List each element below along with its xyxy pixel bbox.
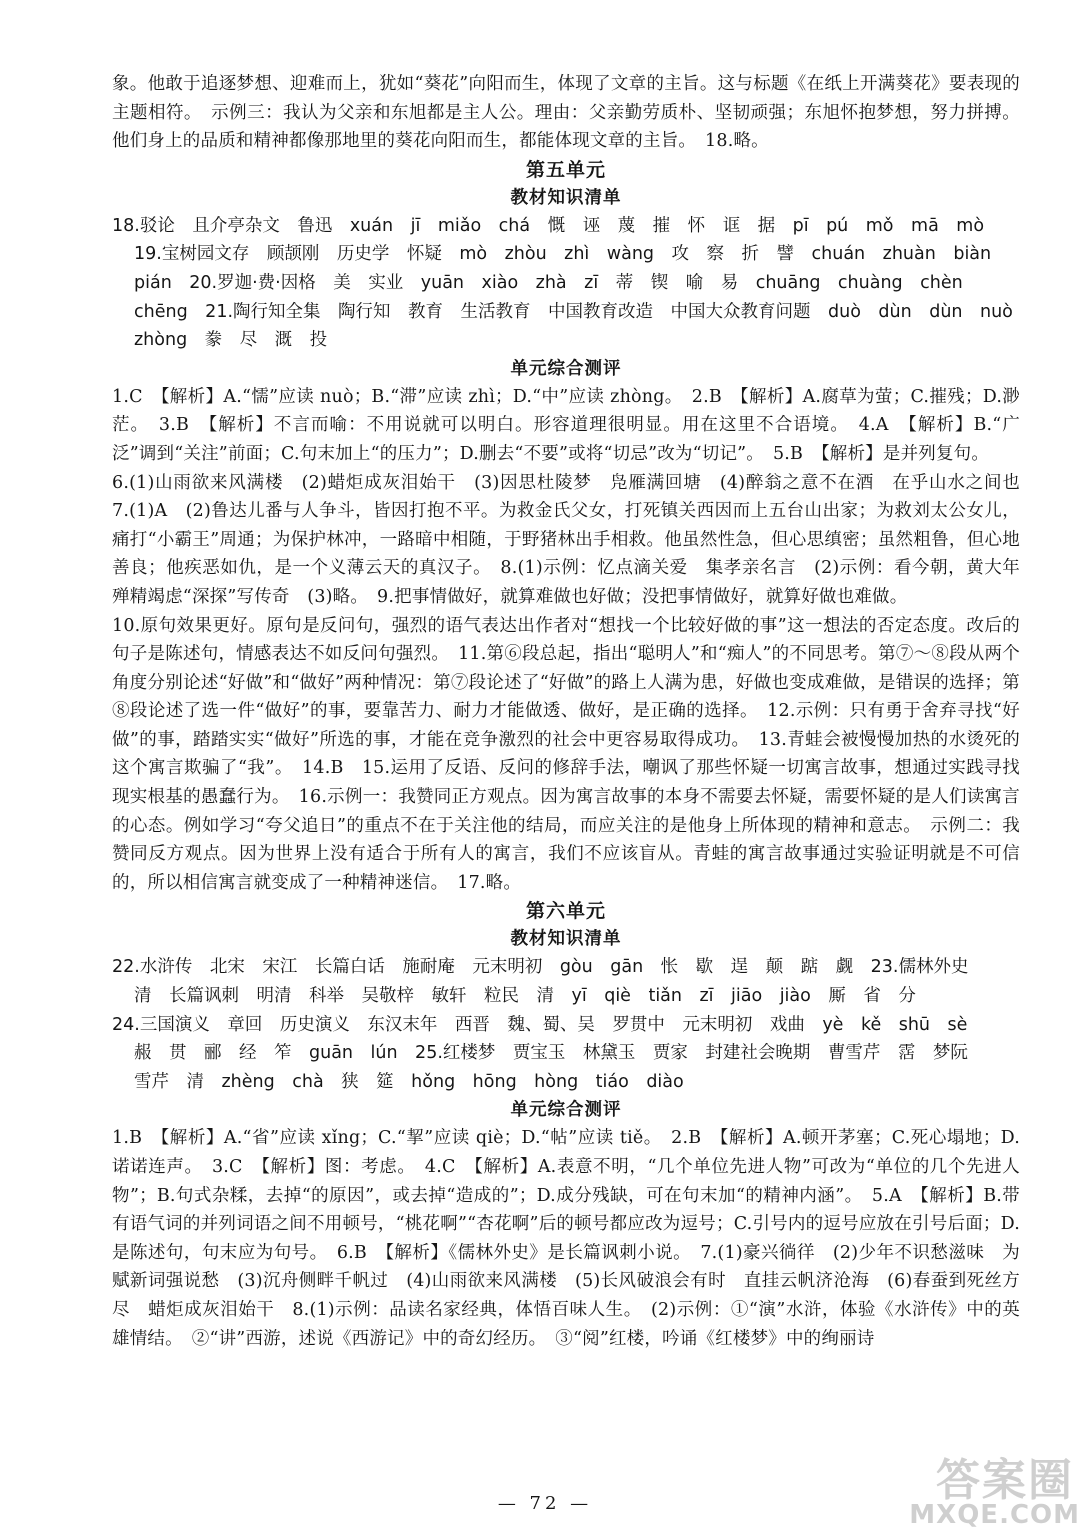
unit5-vocab-line: pián 20.罗迦·费·因格 美 实业 yuān xiào zhà zī 蒂 锲 喻 易 chuāng chuàng chèn	[134, 272, 963, 293]
page-number: — 72 —	[497, 1493, 593, 1514]
unit5-vocab-line: zhòng 豢 尽 溉 投	[134, 330, 328, 351]
unit6-test-answers: 1.B 【解析】A.“省”应读 xǐng；C.“挈”应读 qiè；D.“帖”应读 tiě。 2.B 【解析】A.顿开茅塞；C.死心塌地；D.诺诺连声。 3.C 【解析】图：考虑。 4.C 【解析】A.表意不明，“几个单位先进人物”可改为“单位的几个先进人物”；B.句式杂糅，去掉“的原因”，或去掉“造成的”；D.成分残缺，可在句末加“的精神内涵”。 5.A 【解析】B.带有语气词的并列词语之间不用顿号，“桃花啊”“杏花啊”后的顿号都应改为逗号；C.引号内的逗号应放在引号后面；D.是陈述句，句末应为句号。 6.B 【解析】《儒林外史》是长篇讽刺小说。 7.(1)豪兴徜徉 (2)少年不识愁滋味 为赋新词强说愁 (3)沉舟侧畔千帆过 (4)山雨欲来风满楼 (5)长风破浪会有时 直挂云帆济沧海 (6)春蚕到死丝方尽 蜡炬成灰泪始干 8.(1)示例：品读名家经典，体悟百味人生。 (2)示例：①“演”水浒，体验《水浒传》中的英雄情结。 ②“讲”西游，述说《西游记》中的奇幻经历。 ③“阅”红楼，吟诵《红楼梦》中的绚丽诗	[112, 1128, 1020, 1349]
unit6-vocab-line: 清 长篇讽刺 明清 科举 吴敬梓 敏轩 粒民 清 yī qiè tiǎn zī jiāo jiào 厮 省 分	[134, 986, 916, 1007]
intro-paragraph: 象。他敢于追逐梦想、迎难而上，犹如“葵花”向阳而生，体现了文章的主旨。这与标题《在纸上开满葵花》要表现的主题相符。 示例三：我认为父亲和东旭都是主人公。理由：父亲勤劳质朴、坚韧顽强；东旭怀抱梦想，努力拼搏。他们身上的品质和精神都像那地里的葵花向阳而生，都能体现文章的主旨。 18.略。	[112, 74, 1020, 152]
unit5-vocab-line: chēng 21.陶行知全集 陶行知 教育 生活教育 中国教育改造 中国大众教育问题 duò dùn dùn nuò	[134, 301, 1013, 322]
unit6-vocab-line: 雪芹 清 zhèng chà 狭 筵 hǒng hōng hòng tiáo diào	[134, 1071, 684, 1092]
unit5-vocab-line: 19.宝树园文存 顾颉刚 历史学 怀疑 mò zhòu zhì wàng 攻 察 折 譬 chuán zhuàn biàn	[134, 244, 992, 265]
unit6-knowledge-title: 教材知识清单	[510, 929, 622, 950]
unit6-title: 第六单元	[525, 900, 606, 923]
unit5-knowledge-title: 教材知识清单	[510, 187, 622, 208]
unit5-title: 第五单元	[525, 158, 606, 181]
answer-page	[112, 70, 1038, 1353]
watermark-top-text: 答案圈	[936, 1455, 1074, 1506]
unit5-vocab-line: 18.驳论 且介亭杂文 鲁迅 xuán jī miǎo chá 慨 诬 蔑 摧 怀 诓 据 pī pú mǒ mā mò	[112, 215, 985, 236]
unit6-vocab-line: 24.三国演义 章回 历史演义 东汉末年 西晋 魏、蜀、吴 罗贯中 元末明初 戏曲 yè kě shū sè	[112, 1014, 968, 1035]
unit6-test-title: 单元综合测评	[510, 1100, 622, 1121]
watermark-bottom-text: MXQE.COM	[909, 1500, 1080, 1530]
unit5-test-answers: 6.(1)山雨欲来风满楼 (2)蜡炬成灰泪始干 (3)因思杜陵梦 凫雁满回塘 (4)醉翁之意不在酒 在乎山水之间也 7.(1)A (2)鲁达儿番与人争斗，皆因打抱不平。为救金氏父女，打死镇关西因而上五台山出家；为救刘太公女儿，痛打“小霸王”周通；为保护林冲，一路暗中相随，于野猪林出手相救。他虽然性急，但心思缜密；虽然粗鲁，但心地善良；他疾恶如仇，是一个义薄云天的真汉子。 8.(1)示例：忆点滴关爱 集孝亲名言 (2)示例：看今朝，黄大年殚精竭虑“深探”写传奇 (3)略。 9.把事情做好，就算难做也好做；没把事情做好，就算好做也难做。	[112, 472, 1038, 607]
unit6-vocab-line: 22.水浒传 北宋 宋江 长篇白话 施耐庵 元末明初 gòu gān 怅 歇 逞 颠 踮 觑 23.儒林外史	[112, 957, 969, 978]
watermark-logo	[909, 1442, 1084, 1530]
unit5-test-title: 单元综合测评	[510, 358, 622, 379]
unit6-vocab-line: 赧 贯 郦 经 笮 guān lún 25.红楼梦 贾宝玉 林黛玉 贾家 封建社会晚期 曹雪芹 霑 梦阮	[134, 1043, 968, 1064]
unit5-test-answers: 1.C 【解析】A.“懦”应读 nuò；B.“滞”应读 zhì；D.“中”应读 zhòng。 2.B 【解析】A.腐草为萤；C.摧残；D.渺茫。 3.B 【解析】不言而喻：不用说就可以明白。形容道理很明显。用在这里不合语境。 4.A 【解析】B.“广泛”调到“关注”前面；C.句末加上“的压力”；D.删去“不要”或将“切忌”改为“切记”。 5.B 【解析】是并列复句。	[112, 386, 1020, 464]
unit5-test-answers: 10.原句效果更好。原句是反问句，强烈的语气表达出作者对“想找一个比较好做的事”这一想法的否定态度。改后的句子是陈述句，情感表达不如反问句强烈。 11.第⑥段总起，指出“聪明人”和“痴人”的不同思考。第⑦～⑧段从两个角度分别论述“好做”和“做好”两种情况：第⑦段论述了“好做”的路上人满为患，好做也变成难做，是错误的选择；第⑧段论述了选一件“做好”的事，要靠苦力、耐力才能做透、做好，是正确的选择。 12.示例：只有勇于舍弃寻找“好做”的事，踏踏实实“做好”所选的事，才能在竞争激烈的社会中更容易取得成功。 13.青蛙会被慢慢加热的水烫死的这个寓言欺骗了“我”。 14.B 15.运用了反语、反问的修辞手法，嘲讽了那些怀疑一切寓言故事，想通过实践寻找现实根基的愚蠢行为。 16.示例一：我赞同正方观点。因为寓言故事的本身不需要去怀疑，需要怀疑的是人们读寓言的心态。例如学习“夸父追日”的重点不在于关注他的结局，而应关注的是他身上所体现的精神和意志。 示例二：我赞同反方观点。因为世界上没有适合于所有人的寓言，我们不应该盲从。青蛙的寓言故事通过实验证明就是不可信的，所以相信寓言就变成了一种精神迷信。 17.略。	[112, 615, 1020, 893]
